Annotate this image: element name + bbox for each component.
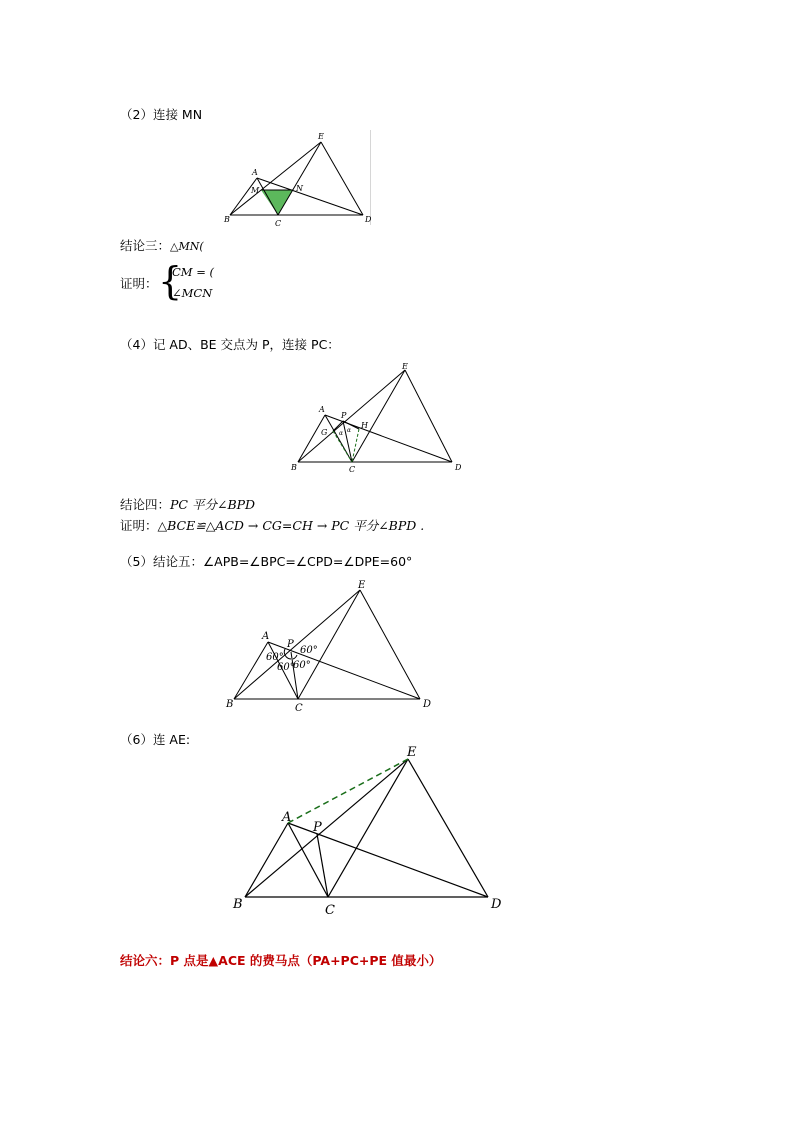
crop-edge xyxy=(370,130,371,225)
line-ed xyxy=(360,590,420,699)
conclusion3-label: 结论三： xyxy=(120,238,171,253)
label-h: H xyxy=(361,421,368,430)
line-be xyxy=(234,590,360,699)
line-be xyxy=(298,370,405,462)
label-e: E xyxy=(358,580,366,591)
proof3-line1: CM = ( xyxy=(172,265,215,279)
line-ed xyxy=(321,142,363,215)
triangle-icon: ▲ xyxy=(208,953,219,968)
line-ba xyxy=(298,415,325,462)
section2-heading: （2）连接 MN xyxy=(120,107,203,122)
label-d: D xyxy=(423,699,432,710)
line-ed xyxy=(405,370,452,462)
proof3-label: 证明： xyxy=(120,276,158,291)
figure-pc-bisector xyxy=(285,360,470,475)
label-b: B xyxy=(224,215,230,224)
label-a: A xyxy=(282,810,292,825)
conclusion4-math: PC 平分∠BPD xyxy=(170,497,256,512)
conclusion4 xyxy=(120,495,255,513)
label-b: B xyxy=(291,463,297,472)
line-ed xyxy=(408,759,488,897)
angle-cpd-60: 60° xyxy=(293,660,311,671)
section5-heading: （5）结论五：∠APB=∠BPC=∠CPD=∠DPE=60° xyxy=(120,554,413,569)
figure-mn xyxy=(220,130,380,230)
label-b: B xyxy=(226,699,234,710)
label-p: P xyxy=(341,411,347,420)
figure-60-angles xyxy=(220,575,440,715)
line-ce xyxy=(352,370,405,462)
label-a: A xyxy=(319,405,325,414)
conclusion6 xyxy=(120,951,441,969)
label-b: B xyxy=(233,897,243,912)
label-e: E xyxy=(402,362,408,371)
angle-apb-60: 60° xyxy=(266,652,284,663)
label-e: E xyxy=(318,132,324,141)
label-d: D xyxy=(455,463,462,472)
label-n: N xyxy=(296,184,303,193)
angle-dpe-60: 60° xyxy=(300,645,318,656)
label-c: C xyxy=(349,465,356,474)
label-p: P xyxy=(287,639,294,650)
label-d: D xyxy=(365,215,372,224)
label-e: E xyxy=(407,745,417,760)
conclusion3-math: △MN( xyxy=(170,240,204,253)
conclusion4-label: 结论四： xyxy=(120,497,171,512)
label-d: D xyxy=(491,897,502,912)
line-ce xyxy=(278,142,321,215)
dashed-hc xyxy=(352,429,359,462)
line-ac xyxy=(325,415,352,462)
figure-fermat-point xyxy=(225,740,510,920)
proof3-line2: ∠MCN xyxy=(172,286,213,300)
label-alpha-2: α xyxy=(347,427,352,434)
label-m: M xyxy=(251,186,260,195)
label-p: P xyxy=(313,820,322,835)
label-a: A xyxy=(252,168,258,177)
conclusion3 xyxy=(120,236,204,254)
conclusion6-suffix: ACE 的费马点（PA+PC+PE 值最小） xyxy=(218,953,442,968)
arc-cpd xyxy=(293,655,297,659)
label-g: G xyxy=(321,428,328,437)
label-alpha-1: α xyxy=(339,430,344,437)
label-c: C xyxy=(295,703,303,714)
line-ba xyxy=(234,642,268,699)
section6-heading: （6）连 AE: xyxy=(120,732,191,747)
proof4-label: 证明： xyxy=(120,518,158,533)
proof4 xyxy=(120,516,424,534)
proof3-brace: { xyxy=(158,259,183,303)
section4-heading: （4）记 AD、BE 交点为 P，连接 PC： xyxy=(120,337,340,352)
label-c: C xyxy=(325,903,335,918)
conclusion6-prefix: 结论六：P 点是 xyxy=(120,953,209,968)
line-ba xyxy=(245,823,288,897)
angle-bpc-60: 60° xyxy=(277,662,295,673)
proof4-math: △BCE≌△ACD → CG=CH → PC 平分∠BPD . xyxy=(157,518,425,533)
label-c: C xyxy=(275,219,282,228)
line-be xyxy=(245,759,408,897)
label-a: A xyxy=(262,631,270,642)
